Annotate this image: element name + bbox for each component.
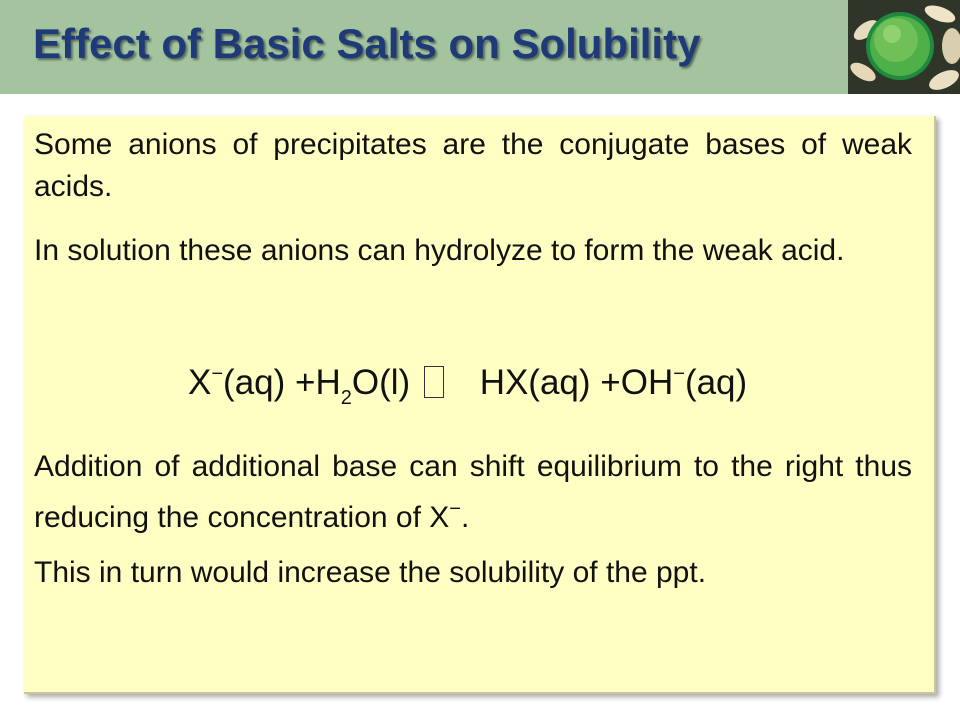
paragraph-shift-period: . [460, 501, 470, 534]
eq-weak-acid: HX(aq) [479, 363, 591, 402]
paragraph-increase-solubility: This in turn would increase the solubility of the ppt. [34, 556, 707, 589]
anion-charge-superscript: − [449, 498, 461, 520]
eq-hydroxide-state: (aq) [684, 363, 748, 402]
eq-water-sub: 2 [340, 387, 352, 409]
paragraph-conjugate-bases: Some anions of precipitates are the conjugate bases of weak acids. [34, 128, 912, 203]
eq-hydroxide: OH [620, 363, 674, 402]
microorganism-icon [848, 0, 960, 94]
microorganism-illustration [848, 0, 960, 94]
paragraph-shift-text: Addition of additional base can shift equilibrium to the right thus reducing the concentration of X [34, 450, 912, 534]
hydrolysis-equation [188, 344, 808, 409]
eq-anion-state: (aq) [223, 363, 286, 402]
eq-water-o: O [351, 363, 380, 402]
title-bar [0, 0, 848, 94]
equilibrium-arrow-icon [424, 366, 444, 398]
eq-water-h: H [315, 363, 341, 402]
paragraph-hydrolyze: In solution these anions can hydrolyze to form the weak acid. [34, 234, 845, 267]
content-panel [24, 116, 936, 694]
eq-plus-1: + [295, 363, 316, 402]
paragraph-shift-equilibrium [34, 446, 912, 539]
slide-title: Effect of Basic Salts on Solubility [33, 20, 701, 67]
eq-hydroxide-charge: − [673, 363, 685, 385]
eq-anion-charge: − [211, 363, 224, 385]
eq-water-state: (l) [379, 363, 411, 402]
eq-anion: X [188, 363, 212, 402]
eq-plus-2: + [600, 363, 621, 402]
